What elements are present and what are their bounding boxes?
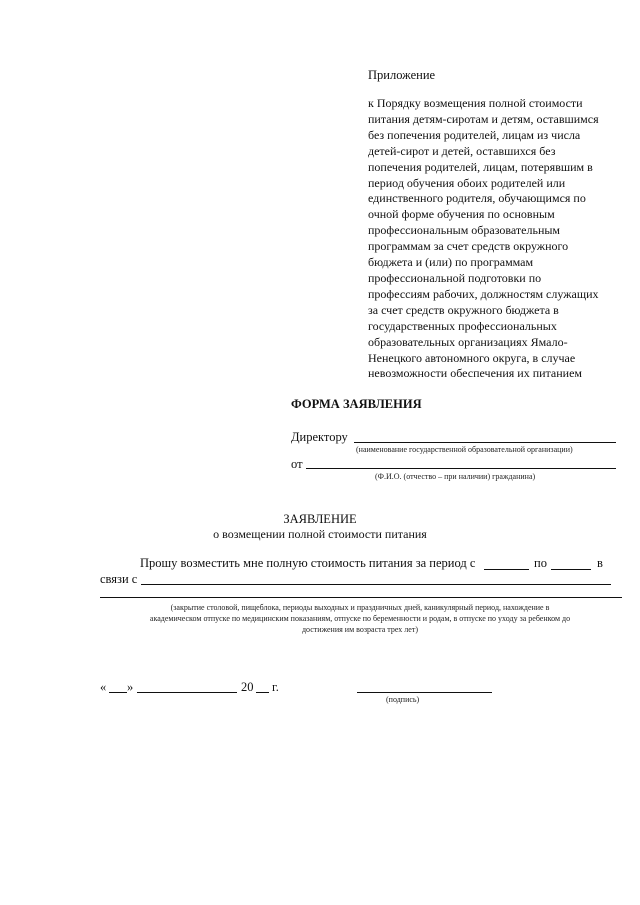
reason-hint-line: достижения им возраста трех лет) [301, 625, 419, 634]
appendix-line: образовательных организациях Ямало- [368, 334, 568, 349]
appendix-line: профессиям рабочих, должностям служащих [368, 286, 599, 301]
form-title: ФОРМА ЗАЯВЛЕНИЯ [291, 397, 422, 411]
date-year-suffix: г. [272, 680, 279, 694]
date-quote-open: « [100, 680, 107, 694]
appendix-line: профессиональным образовательным [368, 223, 561, 238]
appendix-line: за счет средств окружного бюджета в [368, 302, 559, 317]
signature-field-line[interactable] [357, 692, 492, 693]
appendix-line: невозможности обеспечения их питанием [368, 366, 583, 381]
date-day-field[interactable] [109, 692, 127, 693]
reason-field-line-2[interactable] [100, 597, 622, 598]
reason-hint-line: академическом отпуске по медицинским показаниям, отпуске по беременности и родам, в отпуске по уходу за ребенком до [149, 614, 571, 623]
appendix-line: к Порядку возмещения полной стоимости [368, 96, 583, 110]
from-label: от [291, 457, 303, 471]
period-to-label: по [534, 556, 547, 570]
reason-label: связи с [100, 572, 138, 586]
period-in-label: в [597, 556, 603, 570]
appendix-line: единственного родителя, обучающимся по [368, 191, 586, 206]
appendix-line: государственных профессиональных [368, 318, 557, 333]
period-to-field[interactable] [551, 569, 591, 570]
appendix-title: Приложение [368, 68, 436, 82]
appendix-line: профессиональной подготовки по [368, 270, 542, 285]
to-field-line[interactable] [354, 442, 616, 443]
appendix-text [368, 96, 630, 382]
request-text: Прошу возместить мне полную стоимость питания за период с [140, 556, 476, 570]
statement-title: ЗАЯВЛЕНИЕ [283, 512, 357, 526]
appendix-line: попечения родителей, лицам, потерявшим в [368, 159, 593, 174]
appendix-line: питания детям-сиротам и детям, оставшимся [368, 111, 599, 126]
appendix-line: очной форме обучения по основным [368, 207, 555, 222]
to-hint: (наименование государственной образовательной организации) [356, 445, 573, 454]
to-label: Директору [291, 430, 348, 444]
reason-hint-line: (закрытие столовой, пищеблока, периоды выходных и праздничных дней, каникулярный период, нахождение в [170, 603, 550, 612]
appendix-line: программам за счет средств окружного [368, 239, 569, 254]
from-field-line[interactable] [306, 468, 616, 469]
appendix-line: бюджета и (или) по программам [368, 255, 534, 270]
date-quote-close: » [127, 680, 134, 694]
from-hint: (Ф.И.О. (отчество – при наличии) гражданина) [375, 472, 536, 481]
date-year-field[interactable] [256, 692, 269, 693]
period-from-field[interactable] [484, 569, 529, 570]
reason-hint [100, 602, 620, 635]
appendix-line: детей-сирот и детей, оставшихся без [368, 143, 556, 158]
appendix-line: без попечения родителей, лицам из числа [368, 127, 581, 142]
date-year-prefix: 20 [241, 680, 254, 694]
appendix-line: период обучения обоих родителей или [368, 175, 566, 190]
statement-subtitle: о возмещении полной стоимости питания [213, 527, 427, 541]
date-month-field[interactable] [137, 692, 237, 693]
signature-hint: (подпись) [386, 695, 420, 704]
appendix-line: Ненецкого автономного округа, в случае [368, 350, 576, 365]
reason-field-line[interactable] [141, 584, 611, 585]
